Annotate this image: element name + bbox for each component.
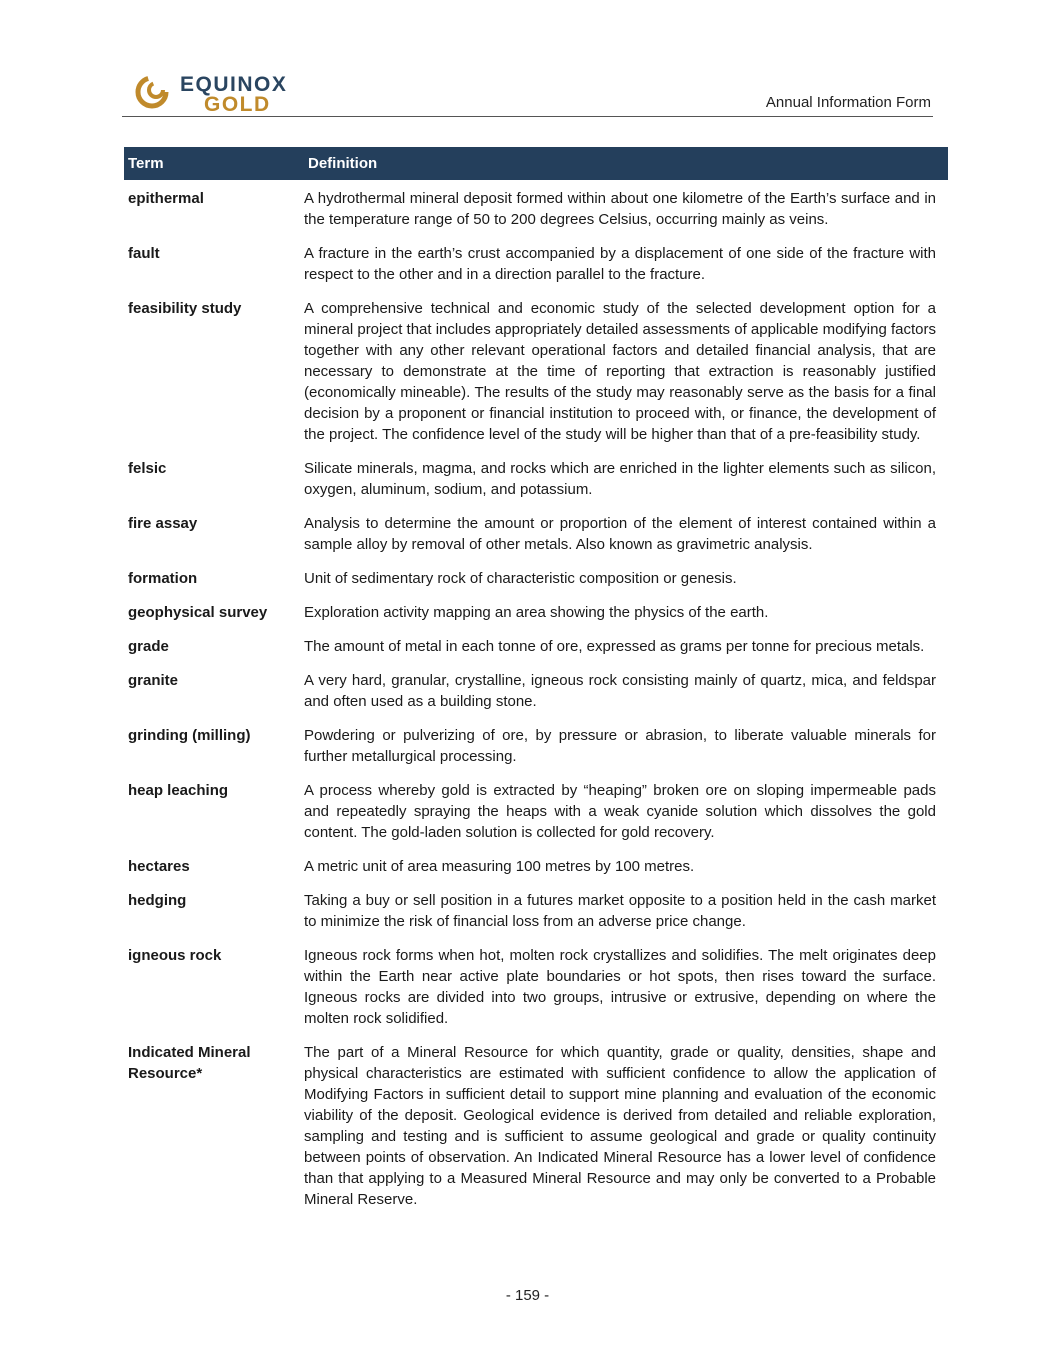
term-cell: igneous rock — [128, 947, 222, 964]
table-row — [124, 945, 948, 1029]
definition-cell: A process whereby gold is extracted by “heaping” broken ore on sloping impermeable pads and repeatedly spraying the heaps with a weak cyanide solution which dissolves the gold content. The gold-laden solution is collected for gold recovery. — [304, 782, 936, 841]
definition-cell: Powdering or pulverizing of ore, by pressure or abrasion, to liberate valuable minerals for further metallurgical processing. — [304, 727, 936, 765]
definition-cell: Igneous rock forms when hot, molten rock crystallizes and solidifies. The melt originates deep within the Earth near active plate boundaries or hot spots, then rises toward the surface. Igneous rocks are divided into two groups, intrusive or extrusive, depending on where the molten rock solidified. — [304, 947, 936, 1027]
logo-word-gold: GOLD — [204, 93, 271, 116]
glossary-table — [124, 147, 948, 1210]
definition-cell: Exploration activity mapping an area showing the physics of the earth. — [304, 604, 769, 621]
page-number: - 159 - — [505, 1287, 550, 1304]
term-cell: fire assay — [128, 515, 198, 532]
definition-cell: The part of a Mineral Resource for which quantity, grade or quality, densities, shape and physical characteristics are estimated with sufficient confidence to allow the application of Modifying Factors in sufficient detail to support mine planning and evaluation of the economic viability of the deposit. Geological evidence is derived from detailed and reliable exploration, sampling and testing and is sufficient to assume geological and grade or quality continuity between points of observation. An Indicated Mineral Resource has a lower level of confidence than that applying to a Measured Mineral Resource and may only be converted to a Probable Mineral Reserve. — [304, 1044, 936, 1208]
definition-cell: The amount of metal in each tonne of ore, expressed as grams per tonne for precious metals. — [304, 638, 925, 655]
column-header-term: Term — [128, 155, 164, 172]
term-cell: grade — [128, 638, 169, 655]
table-row — [124, 513, 948, 555]
definition-cell: Unit of sedimentary rock of characteristic composition or genesis. — [304, 570, 737, 587]
table-row — [124, 780, 948, 843]
table-row — [124, 568, 948, 589]
definition-cell: A fracture in the earth’s crust accompanied by a displacement of one side of the fracture with respect to the other and in a direction parallel to the fracture. — [304, 245, 936, 283]
term-cell: heap leaching — [128, 782, 229, 799]
definition-cell: A hydrothermal mineral deposit formed within about one kilometre of the Earth’s surface and in the temperature range of 50 to 200 degrees Celsius, occurring mainly as veins. — [304, 190, 936, 228]
column-header-definition: Definition — [308, 155, 378, 172]
definition-cell: Taking a buy or sell position in a futures market opposite to a position held in the cash market to minimize the risk of financial loss from an adverse price change. — [304, 892, 936, 930]
table-row — [124, 890, 948, 932]
term-cell: grinding (milling) — [128, 727, 251, 744]
definition-cell: Silicate minerals, magma, and rocks which are enriched in the lighter elements such as silicon, oxygen, aluminum, sodium, and potassium. — [304, 460, 936, 498]
equinox-gold-logo — [132, 70, 302, 114]
definition-cell: A comprehensive technical and economic study of the selected development option for a mineral project that includes appropriately detailed assessments of applicable modifying factors together with any other relevant operational factors and detailed financial analysis, that are necessary to demonstrate at the time of reporting that extraction is reasonably justified (economically mineable). The results of the study may reasonably serve as the basis for a final decision by a proponent or financial institution to proceed with, or finance, the development of the project. The confidence level of the study will be higher than that of a pre-feasibility study. — [304, 300, 936, 443]
definition-cell: A metric unit of area measuring 100 metres by 100 metres. — [304, 858, 695, 875]
term-cell: formation — [128, 570, 198, 587]
table-row — [124, 670, 948, 712]
logo-word-equinox: EQUINOX — [180, 73, 288, 96]
term-cell: fault — [128, 245, 160, 262]
document-title: Annual Information Form — [765, 94, 931, 111]
term-cell: geophysical survey — [128, 604, 268, 621]
table-row — [124, 458, 948, 500]
table-row — [124, 243, 948, 285]
term-cell: felsic — [128, 460, 167, 477]
term-cell: hedging — [128, 892, 187, 909]
table-row — [124, 602, 948, 623]
term-cell: Indicated Mineral Resource* — [128, 1044, 251, 1082]
definition-cell: A very hard, granular, crystalline, igneous rock consisting mainly of quartz, mica, and feldspar and often used as a building stone. — [304, 672, 936, 710]
table-row — [124, 298, 948, 445]
page-header — [122, 68, 933, 117]
table-header — [124, 147, 948, 180]
term-cell: feasibility study — [128, 300, 242, 317]
table-row — [124, 188, 948, 230]
table-row — [124, 636, 948, 657]
term-cell: granite — [128, 672, 179, 689]
definition-cell: Analysis to determine the amount or proportion of the element of interest contained within a sample alloy by removal of other metals. Also known as gravimetric analysis. — [304, 515, 936, 553]
table-row — [124, 856, 948, 877]
logo-mark-icon — [132, 70, 176, 114]
table-row — [124, 725, 948, 767]
table-row — [124, 1042, 948, 1210]
term-cell: epithermal — [128, 190, 204, 207]
term-cell: hectares — [128, 858, 190, 875]
